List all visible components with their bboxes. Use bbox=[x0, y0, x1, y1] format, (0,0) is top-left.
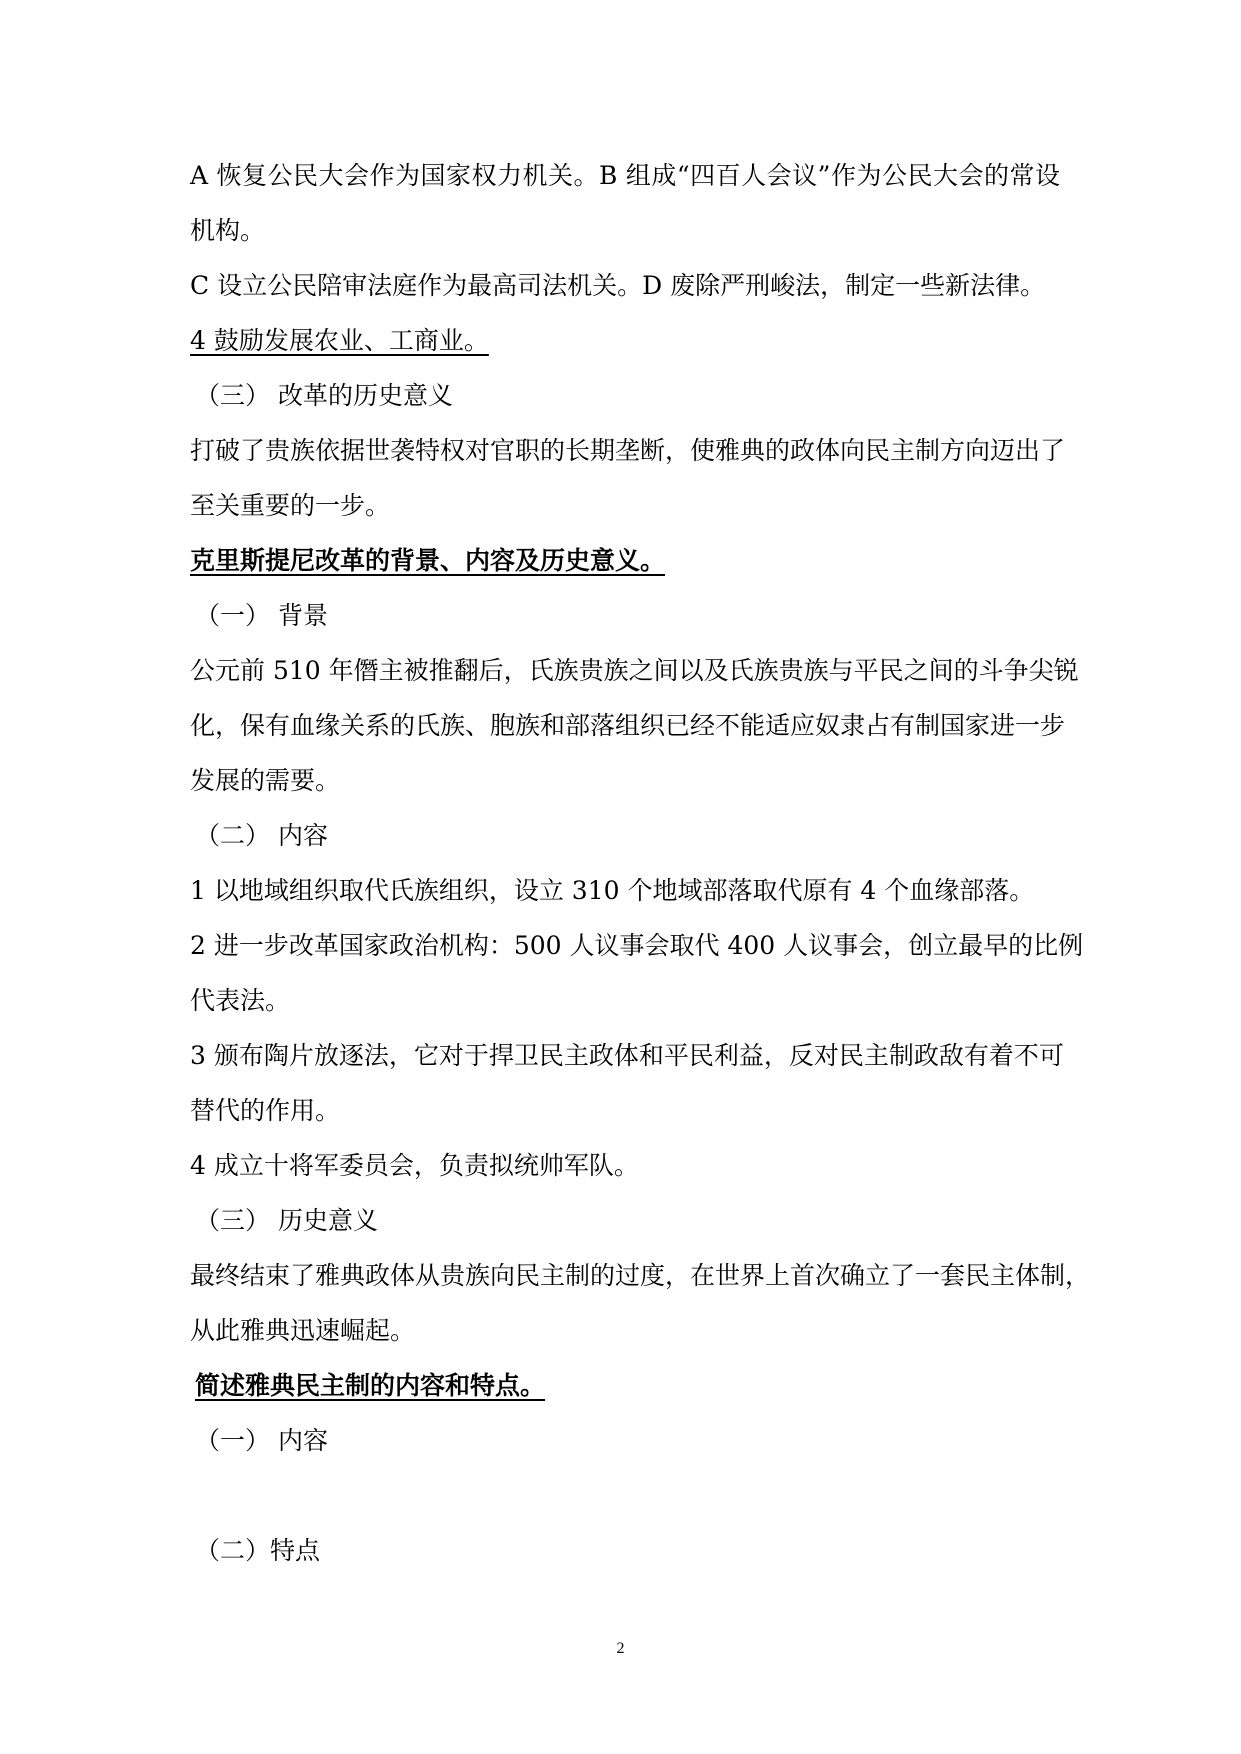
text-line-background-1: 公元前 510 年僭主被推翻后，氏族贵族之间以及氏族贵族与平民之间的斗争尖锐 bbox=[190, 656, 1079, 685]
text-line-content-1: 1 以地域组织取代氏族组织，设立 310 个地域部落取代原有 4 个血缘部落。 bbox=[190, 876, 1035, 905]
text-line-historical-1: 最终结束了雅典政体从贵族向民主制的过度，在世界上首次确立了一套民主体制， bbox=[190, 1261, 1091, 1290]
section-heading-historical-significance: （三） 历史意义 bbox=[195, 1206, 378, 1235]
text-line-content-3a: 3 颁布陶片放逐法，它对于捍卫民主政体和平民利益，反对民主制政敌有着不可 bbox=[190, 1041, 1064, 1070]
text-line-significance-1: 打破了贵族依据世袭特权对官职的长期垄断，使雅典的政体向民主制方向迈出了 bbox=[190, 436, 1066, 465]
text-line-encourage-industry: 4 鼓励发展农业、工商业。 bbox=[190, 326, 489, 355]
text-line-reform-c-d: C 设立公民陪审法庭作为最高司法机关。D 废除严刑峻法，制定一些新法律。 bbox=[190, 271, 1046, 300]
text-line-background-2: 化，保有血缘关系的氏族、胞族和部落组织已经不能适应奴隶占有制国家进一步 bbox=[190, 711, 1066, 740]
question-heading-athenian-democracy: 简述雅典民主制的内容和特点。 bbox=[195, 1371, 546, 1400]
text-line-content-4: 4 成立十将军委员会，负责拟统帅军队。 bbox=[190, 1151, 639, 1180]
section-heading-background: （一） 背景 bbox=[195, 601, 328, 630]
section-heading-solon-significance: （三） 改革的历史意义 bbox=[195, 381, 453, 410]
text-line-historical-2: 从此雅典迅速崛起。 bbox=[190, 1316, 416, 1345]
text-line-content-3b: 替代的作用。 bbox=[190, 1096, 341, 1125]
section-heading-democracy-features: （二）特点 bbox=[195, 1536, 321, 1565]
page-number: 2 bbox=[616, 1640, 625, 1657]
text-line-background-3: 发展的需要。 bbox=[190, 766, 341, 795]
section-heading-content: （二） 内容 bbox=[195, 821, 328, 850]
text-line-content-2b: 代表法。 bbox=[190, 986, 291, 1015]
text-line-institution: 机构。 bbox=[190, 216, 266, 245]
section-heading-democracy-content: （一） 内容 bbox=[195, 1426, 328, 1455]
text-line-reform-a-b: A 恢复公民大会作为国家权力机关。B 组成“四百人会议”作为公民大会的常设 bbox=[190, 161, 1060, 190]
text-line-content-2a: 2 进一步改革国家政治机构：500 人议事会取代 400 人议事会，创立最早的比例 bbox=[190, 931, 1084, 960]
question-heading-cleisthenes: 克里斯提尼改革的背景、内容及历史意义。 bbox=[190, 546, 666, 575]
text-line-significance-2: 至关重要的一步。 bbox=[190, 491, 391, 520]
